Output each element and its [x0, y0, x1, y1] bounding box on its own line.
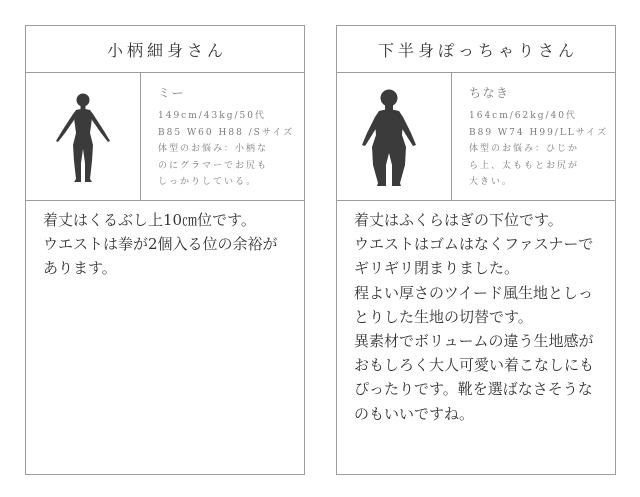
comment-line: のもいいですね。 [354, 404, 475, 423]
comment-line: 程よい厚さのツイード風生地としっ [354, 283, 593, 302]
comment-line: ウエストはゴムはなくファスナーで [354, 235, 594, 254]
comment-line: ウエストは拳が2個入る位の余裕が [43, 235, 278, 254]
comment-line: おもしろく大人可愛い着こなしにも [354, 356, 595, 375]
model-card-petite-slim [25, 25, 305, 475]
comment-line: 着丈はくるぶし上10㎝位です。 [43, 211, 256, 229]
slim-body-silhouette-icon [26, 73, 140, 200]
fit-comment [337, 201, 615, 426]
comment-line: 着丈はふくらはぎの下位です。 [354, 211, 563, 229]
comment-line: あります。 [43, 259, 117, 278]
comment-line: ギリギリ閉まりました。 [354, 259, 520, 278]
model-concern: しっかりしている。 [158, 177, 258, 187]
model-concern: 大きい。 [469, 177, 514, 187]
card-title: 小柄細身さん [26, 26, 304, 73]
model-details [141, 73, 294, 200]
figure-cell [26, 73, 141, 200]
fit-comment [26, 201, 304, 281]
figure-cell [337, 73, 452, 200]
comment-line: ぴったりです。靴を選ばなさそうな [354, 380, 593, 399]
model-size: B85 W60 H88 /Sサイズ [158, 127, 295, 138]
model-profile [26, 73, 304, 201]
model-name: ミー [158, 86, 186, 100]
curvy-body-silhouette-icon [337, 73, 451, 200]
model-concern: のにグラマーでお尻も [158, 160, 269, 171]
model-size: B89 W74 H99/LLサイズ [469, 127, 609, 138]
comment-line: 異素材でボリュームの違う生地感が [354, 332, 594, 351]
model-card-curvy-lower-body [336, 25, 616, 475]
model-details [452, 73, 608, 200]
comment-line: とりした生地の切替です。 [354, 307, 533, 326]
model-name: ちなき [469, 86, 510, 100]
model-measurements: 164cm/62kg/40代 [469, 111, 577, 121]
model-profile [337, 73, 615, 201]
card-title: 下半身ぽっちゃりさん [337, 26, 615, 73]
model-concern: ら上、太ももとお尻が [469, 160, 580, 171]
model-concern: 体型のお悩み：ひじか [469, 144, 580, 154]
model-concern: 体型のお悩み：小柄な [158, 144, 269, 154]
model-measurements: 149cm/43kg/50代 [158, 111, 266, 121]
